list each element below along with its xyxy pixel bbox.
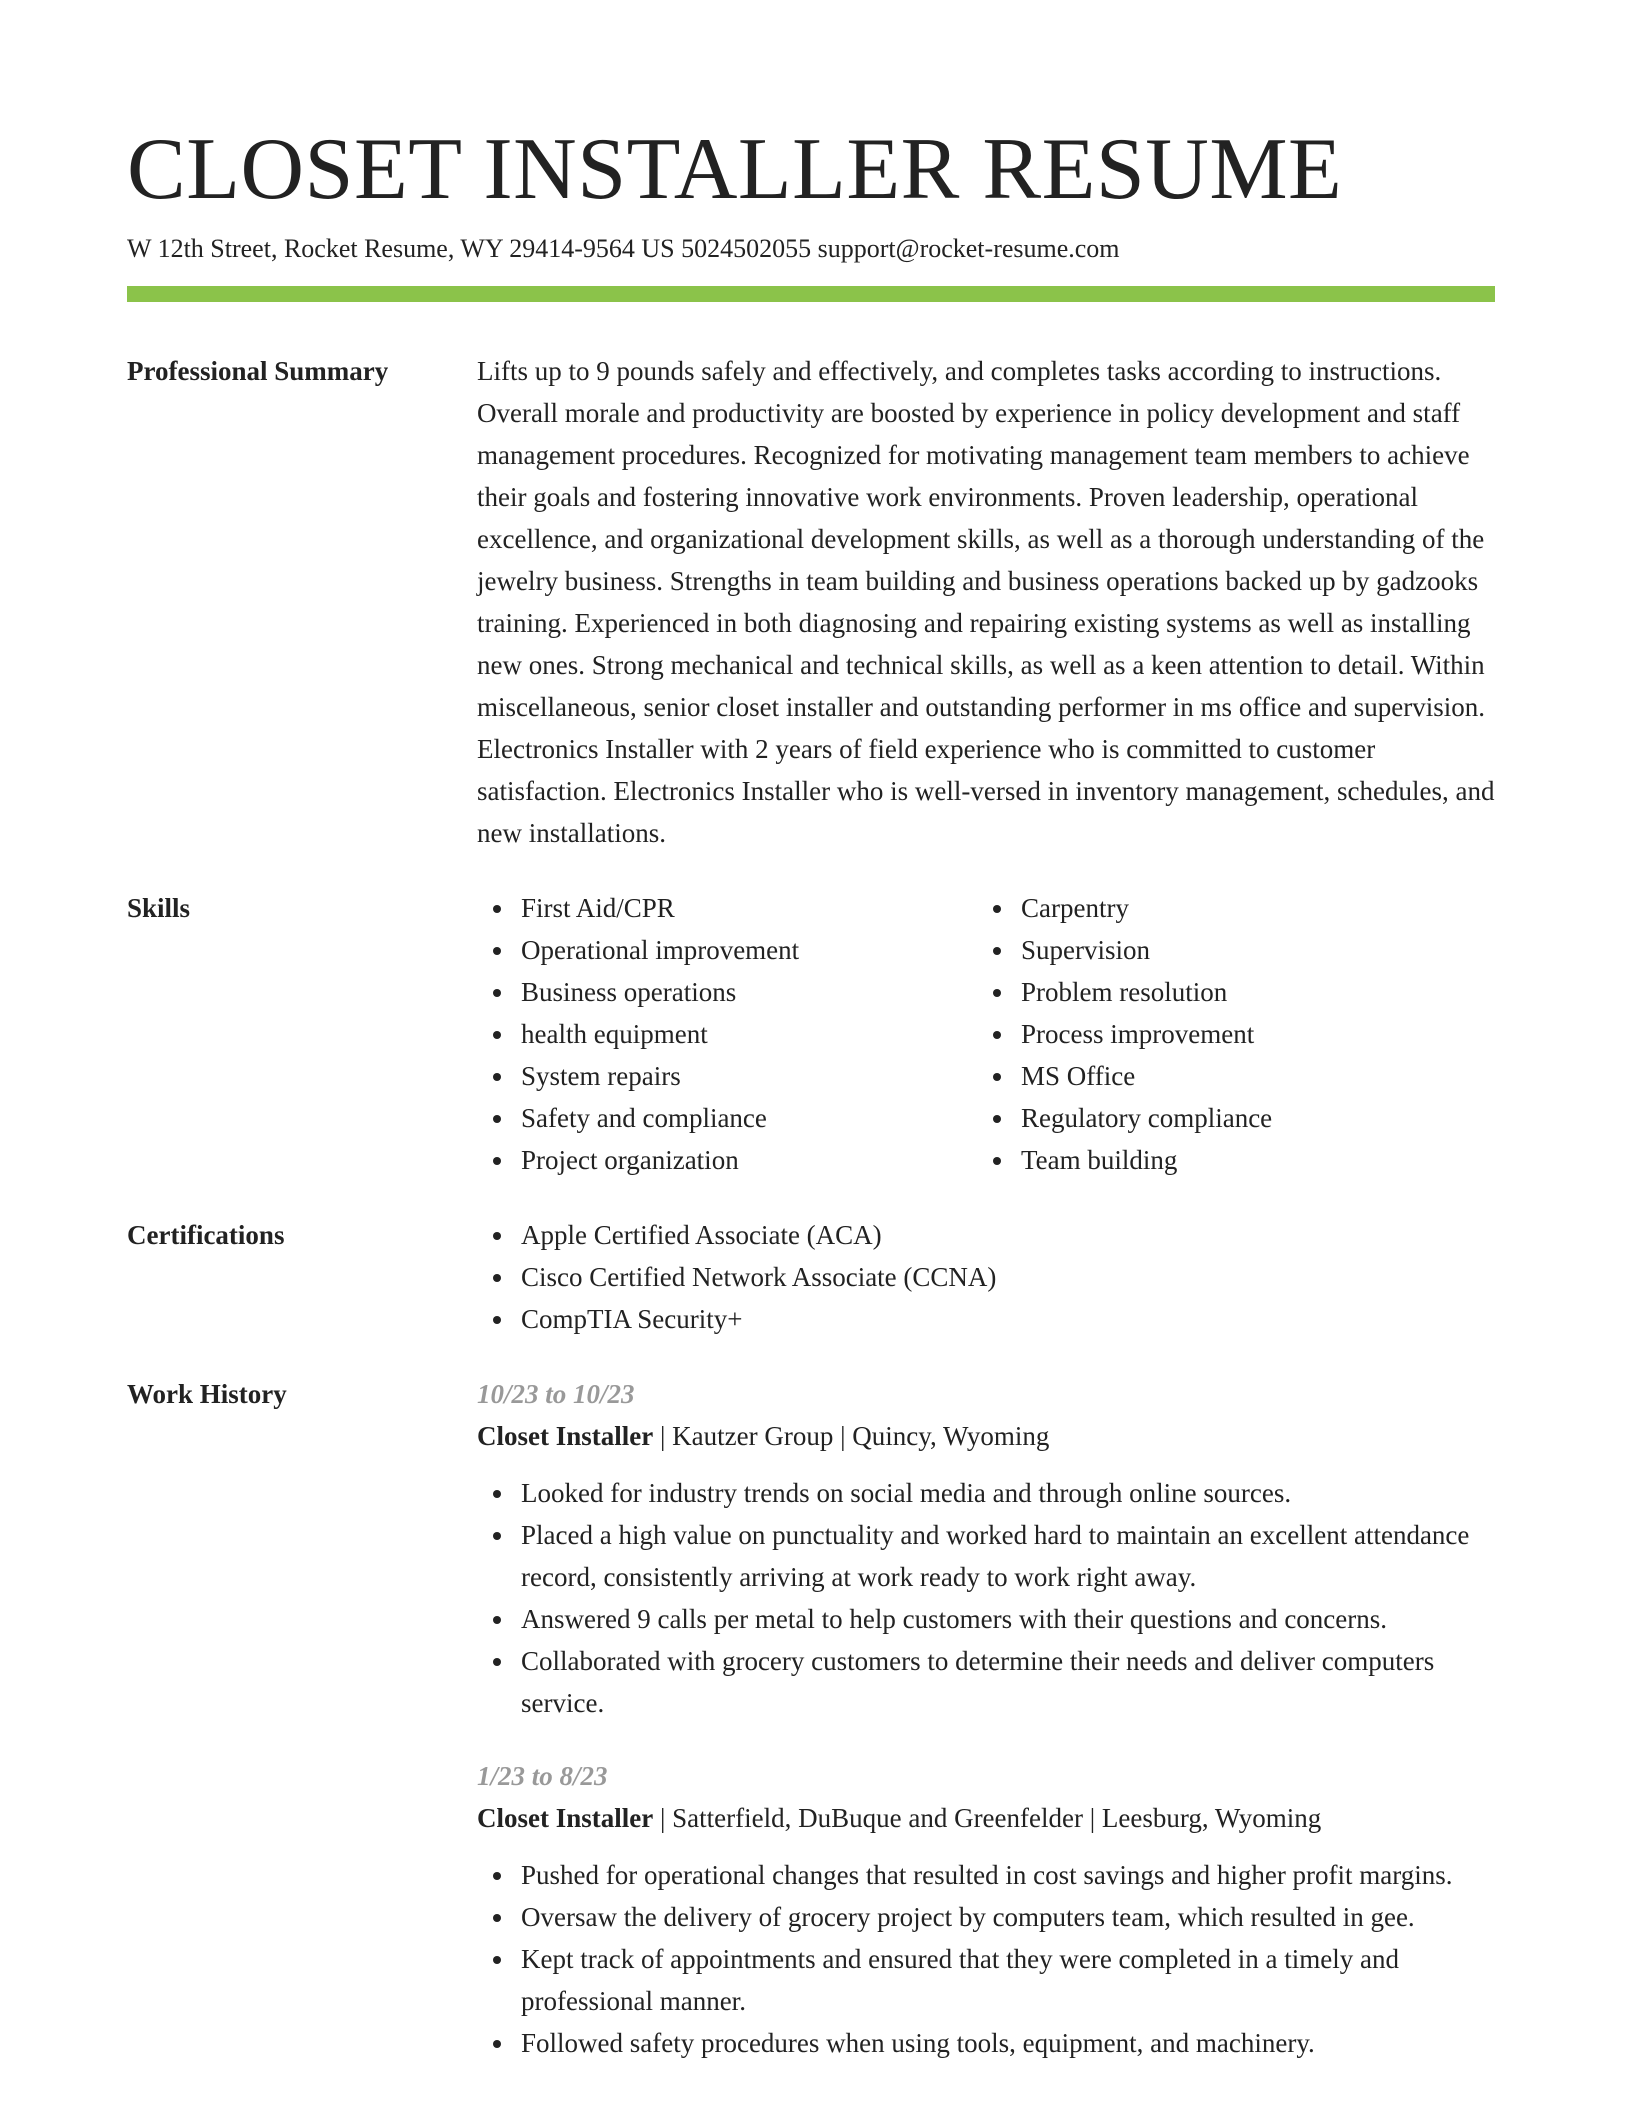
- job-dates: 10/23 to 10/23: [477, 1379, 635, 1409]
- job-heading: [477, 1415, 1495, 1457]
- work-history-body: [477, 1373, 1495, 2064]
- job-heading: [477, 1797, 1495, 1839]
- skill-item: Operational improvement: [477, 929, 977, 971]
- skills-list-right: [977, 887, 1477, 1181]
- job-bullet: Kept track of appointments and ensured that they were completed in a timely and professional manner.: [477, 1938, 1495, 2022]
- job-entry: [477, 1373, 1495, 1724]
- skill-item: Problem resolution: [977, 971, 1477, 1013]
- resume-title: CLOSET INSTALLER RESUME: [127, 121, 1343, 218]
- job-bullets: [477, 1854, 1495, 2064]
- job-dates: 1/23 to 8/23: [477, 1761, 608, 1791]
- certification-item: Apple Certified Associate (ACA): [477, 1214, 1495, 1256]
- job-bullet: Looked for industry trends on social media and through online sources.: [477, 1472, 1495, 1514]
- skill-item: Process improvement: [977, 1013, 1477, 1055]
- section-label-summary: Professional Summary: [127, 356, 389, 386]
- skill-item: First Aid/CPR: [477, 887, 977, 929]
- skill-item: health equipment: [477, 1013, 977, 1055]
- skill-item: MS Office: [977, 1055, 1477, 1097]
- job-bullet: Pushed for operational changes that resulted in cost savings and higher profit margins.: [477, 1854, 1495, 1896]
- job-details: | Kautzer Group | Quincy, Wyoming: [653, 1421, 1050, 1451]
- header-divider: [127, 286, 1495, 302]
- skill-item: Regulatory compliance: [977, 1097, 1477, 1139]
- skills-section: [127, 887, 1495, 1181]
- skill-item: Supervision: [977, 929, 1477, 971]
- section-label-work-history: Work History: [127, 1379, 287, 1409]
- skill-item: Business operations: [477, 971, 977, 1013]
- certification-item: Cisco Certified Network Associate (CCNA): [477, 1256, 1495, 1298]
- job-details: | Satterfield, DuBuque and Greenfelder | Leesburg, Wyoming: [653, 1803, 1322, 1833]
- skills-list-left: [477, 887, 977, 1181]
- skill-item: System repairs: [477, 1055, 977, 1097]
- skill-item: Safety and compliance: [477, 1097, 977, 1139]
- certifications-section: [127, 1214, 1495, 1340]
- certifications-list: [477, 1214, 1495, 1340]
- job-bullet: Answered 9 calls per metal to help customers with their questions and concerns.: [477, 1598, 1495, 1640]
- job-bullet: Followed safety procedures when using tools, equipment, and machinery.: [477, 2022, 1495, 2064]
- job-entry: [477, 1755, 1495, 2064]
- contact-line: W 12th Street, Rocket Resume, WY 29414-9564 US 5024502055 support@rocket-resume.com: [127, 234, 1120, 263]
- section-label-certifications: Certifications: [127, 1220, 285, 1250]
- certification-item: CompTIA Security+: [477, 1298, 1495, 1340]
- resume-page: [127, 0, 1495, 2064]
- skills-columns: [477, 887, 1495, 1181]
- skill-item: Project organization: [477, 1139, 977, 1181]
- certifications-body: [477, 1214, 1495, 1340]
- summary-section: [127, 350, 1495, 854]
- section-label-skills: Skills: [127, 893, 191, 923]
- summary-text: Lifts up to 9 pounds safely and effectively, and completes tasks according to instructions. Overall morale and productivity are boosted by experience in policy development and staff management procedures. Recognized for motivating management team members to achieve their goals and fostering innovative work environments. Proven leadership, operational excellence, and organizational development skills, as well as a thorough understanding of the jewelry business. Strengths in team building and business operations backed up by gadzooks training. Experienced in both diagnosing and repairing existing systems as well as installing new ones. Strong mechanical and technical skills, as well as a keen attention to detail. Within miscellaneous, senior closet installer and outstanding performer in ms office and supervision. Electronics Installer with 2 years of field experience who is committed to customer satisfaction. Electronics Installer who is well-versed in inventory management, schedules, and new installations.: [477, 356, 1495, 848]
- job-title: Closet Installer: [477, 1803, 654, 1833]
- job-bullets: [477, 1472, 1495, 1724]
- skill-item: Carpentry: [977, 887, 1477, 929]
- work-history-section: [127, 1373, 1495, 2064]
- job-bullet: Placed a high value on punctuality and worked hard to maintain an excellent attendance record, consistently arriving at work ready to work right away.: [477, 1514, 1495, 1598]
- job-bullet: Collaborated with grocery customers to determine their needs and deliver computers service.: [477, 1640, 1495, 1724]
- job-title: Closet Installer: [477, 1421, 654, 1451]
- skill-item: Team building: [977, 1139, 1477, 1181]
- job-bullet: Oversaw the delivery of grocery project by computers team, which resulted in gee.: [477, 1896, 1495, 1938]
